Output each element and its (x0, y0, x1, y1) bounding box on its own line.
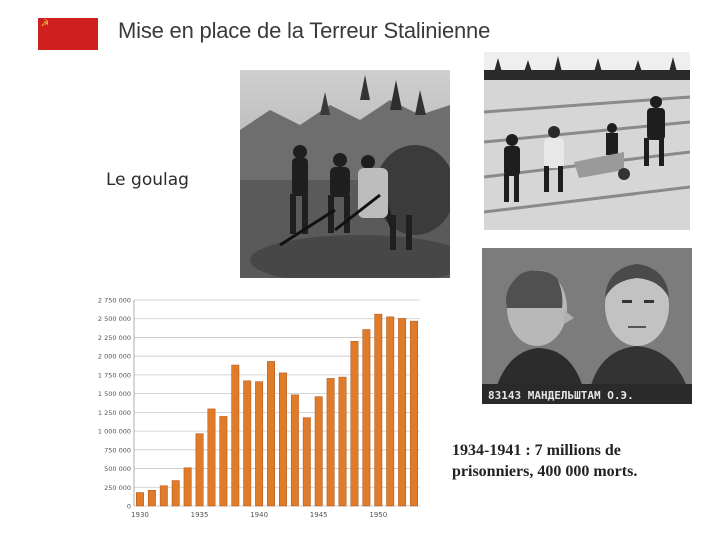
bar-1934 (184, 468, 191, 506)
mugshot-photo (482, 248, 692, 404)
bar-1943 (291, 395, 298, 506)
bar-1939 (244, 381, 251, 506)
bar-1942 (279, 373, 286, 506)
y-tick-label: 750 000 (104, 446, 131, 455)
bar-1953 (410, 321, 417, 506)
gulag-prisoners-bar-chart (88, 292, 428, 524)
y-tick-label: 1 000 000 (97, 427, 131, 436)
chart-bars (136, 314, 417, 506)
bar-1932 (160, 486, 167, 506)
forced-labor-wheelbarrow-photo (484, 52, 690, 230)
bar-1945 (315, 397, 322, 506)
x-tick-label: 1950 (369, 511, 388, 519)
section-label: Le goulag (106, 170, 189, 190)
y-tick-label: 1 250 000 (97, 408, 131, 417)
y-tick-label: 0 (126, 502, 131, 511)
bar-1949 (363, 330, 370, 506)
bar-1948 (351, 341, 358, 506)
x-tick-label: 1935 (190, 511, 209, 519)
caption (452, 440, 702, 482)
mugshot-inscription: 83143 МАНДЕЛЬШТАМ О.Э. (488, 389, 634, 402)
bar-1952 (398, 318, 405, 506)
x-axis-ticks (131, 511, 387, 519)
x-tick-label: 1940 (250, 511, 269, 519)
soviet-flag (38, 18, 98, 50)
y-tick-label: 1 500 000 (97, 390, 131, 399)
forced-labor-digging-photo (240, 70, 450, 278)
bar-1946 (327, 378, 334, 506)
bar-1947 (339, 377, 346, 506)
caption-line-1: 1934-1941 : 7 millions de (452, 442, 621, 459)
y-tick-label: 2 500 000 (97, 315, 131, 324)
bar-1936 (208, 409, 215, 506)
bar-1950 (375, 314, 382, 506)
hammer-sickle-icon: ☭ (41, 19, 50, 29)
bar-1940 (255, 382, 262, 506)
bar-1935 (196, 434, 203, 506)
y-axis-ticks (98, 297, 131, 511)
x-tick-label: 1930 (131, 511, 149, 519)
x-tick-label: 1945 (309, 511, 328, 519)
slide-title: Mise en place de la Terreur Stalinienne (118, 18, 491, 43)
y-tick-label: 500 000 (104, 465, 131, 474)
bar-1951 (387, 317, 394, 506)
y-tick-label: 2 000 000 (97, 352, 131, 361)
bar-1938 (232, 365, 239, 506)
caption-line-2: prisonniers, 400 000 morts. (452, 463, 638, 480)
bar-1937 (220, 416, 227, 506)
bar-1933 (172, 481, 179, 506)
y-tick-label: 1 750 000 (97, 371, 131, 380)
bar-1944 (303, 418, 310, 506)
bar-1931 (148, 490, 155, 506)
y-tick-label: 250 000 (104, 483, 131, 492)
y-tick-label: 2 750 000 (97, 296, 131, 305)
bar-1930 (136, 493, 143, 506)
bar-1941 (267, 361, 274, 506)
y-tick-label: 2 250 000 (97, 333, 131, 342)
